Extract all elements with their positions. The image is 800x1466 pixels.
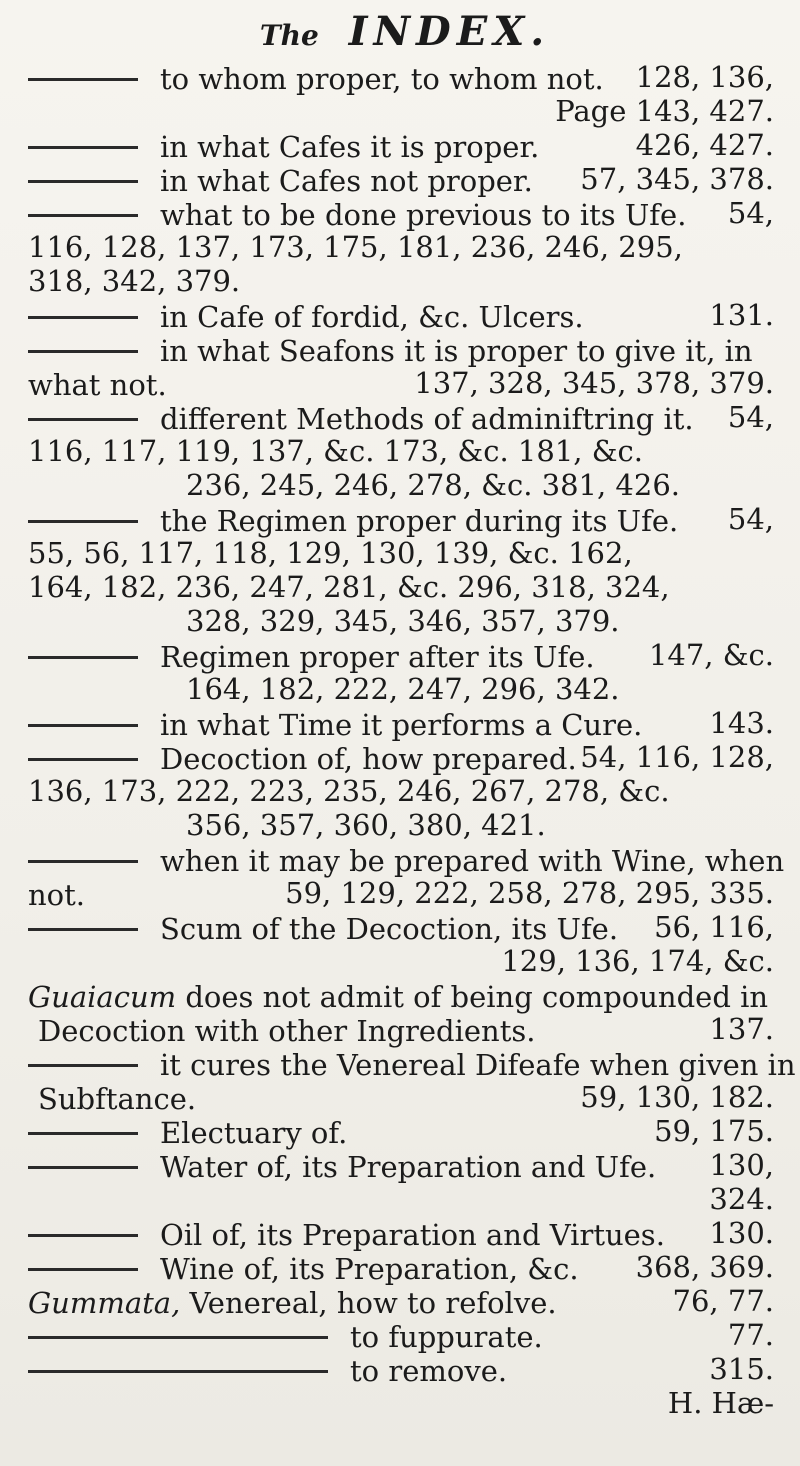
index-entry: Electuary of. 59, 175. xyxy=(28,1114,782,1148)
index-entry: to remove. 315. xyxy=(28,1352,782,1386)
header-title: INDEX. xyxy=(348,8,551,55)
header-the: The xyxy=(259,19,319,52)
index-entry: when it may be prepared with Wine, when not. 59, 129, 222, 258, 278, 295, 335. xyxy=(28,844,785,912)
index-entry: Decoction of, how prepared. 54, 116, 128, 136, 173, 222, 223, 235, 246, 267, 278, &c. 356, 357, 360, 380, 421. xyxy=(28,740,774,842)
index-entry: the Regimen proper during its Ufe. 54, 55, 56, 117, 118, 129, 130, 139, &c. 162, 164, 182, 236, 247, 281, &c. 296, 318, 324, 328, 329, 345, 346, 357, 379. xyxy=(28,502,774,638)
index-entry: Oil of, its Preparation and Virtues. 130. xyxy=(28,1216,782,1250)
index-entry: different Methods of adminiftring it. 54, 116, 117, 119, 137, &c. 173, &c. 181, &c. 236, 245, 246, 278, &c. 381, 426. xyxy=(28,400,774,502)
index-entry: Regimen proper after its Ufe. 147, &c. 164, 182, 222, 247, 296, 342. xyxy=(28,638,782,706)
index-entry: Gummata, Venereal, how to refolve. 76, 77. xyxy=(28,1284,774,1320)
index-entry: Scum of the Decoction, its Ufe. 56, 116, 129, 136, 174, &c. xyxy=(28,910,782,978)
index-entry: to fuppurate. 77. xyxy=(28,1318,782,1352)
index-entry: Wine of, its Preparation, &c. 368, 369. xyxy=(28,1250,782,1284)
index-entries xyxy=(28,60,796,1388)
index-entry: in what Seafons it is proper to give it, in what not. 137, 328, 345, 378, 379. xyxy=(28,334,774,402)
index-entry: Guaiacum does not admit of being compounded in Decoction with other Ingredients. 137. xyxy=(28,980,774,1048)
index-entry: to whom proper, to whom not. 128, 136, Page 143, 427. xyxy=(28,60,782,128)
index-entry: Water of, its Preparation and Ufe. 130, 324. xyxy=(28,1148,782,1216)
index-entry: in what Time it performs a Cure. 143. xyxy=(28,706,782,740)
index-entry: in Cafe of fordid, &c. Ulcers. 131. xyxy=(28,298,782,332)
index-entry: in what Cafes it is proper. 426, 427. xyxy=(28,128,782,162)
page-header xyxy=(28,0,782,60)
catchword: H. Hæ- xyxy=(667,1386,774,1420)
index-entry: in what Cafes not proper. 57, 345, 378. xyxy=(28,162,782,196)
index-entry: what to be done previous to its Ufe. 54, 116, 128, 137, 173, 175, 181, 236, 246, 295, 318, 342, 379. xyxy=(28,196,774,298)
index-entry: it cures the Venereal Difeafe when given in Subftance. 59, 130, 182. xyxy=(28,1046,782,1114)
